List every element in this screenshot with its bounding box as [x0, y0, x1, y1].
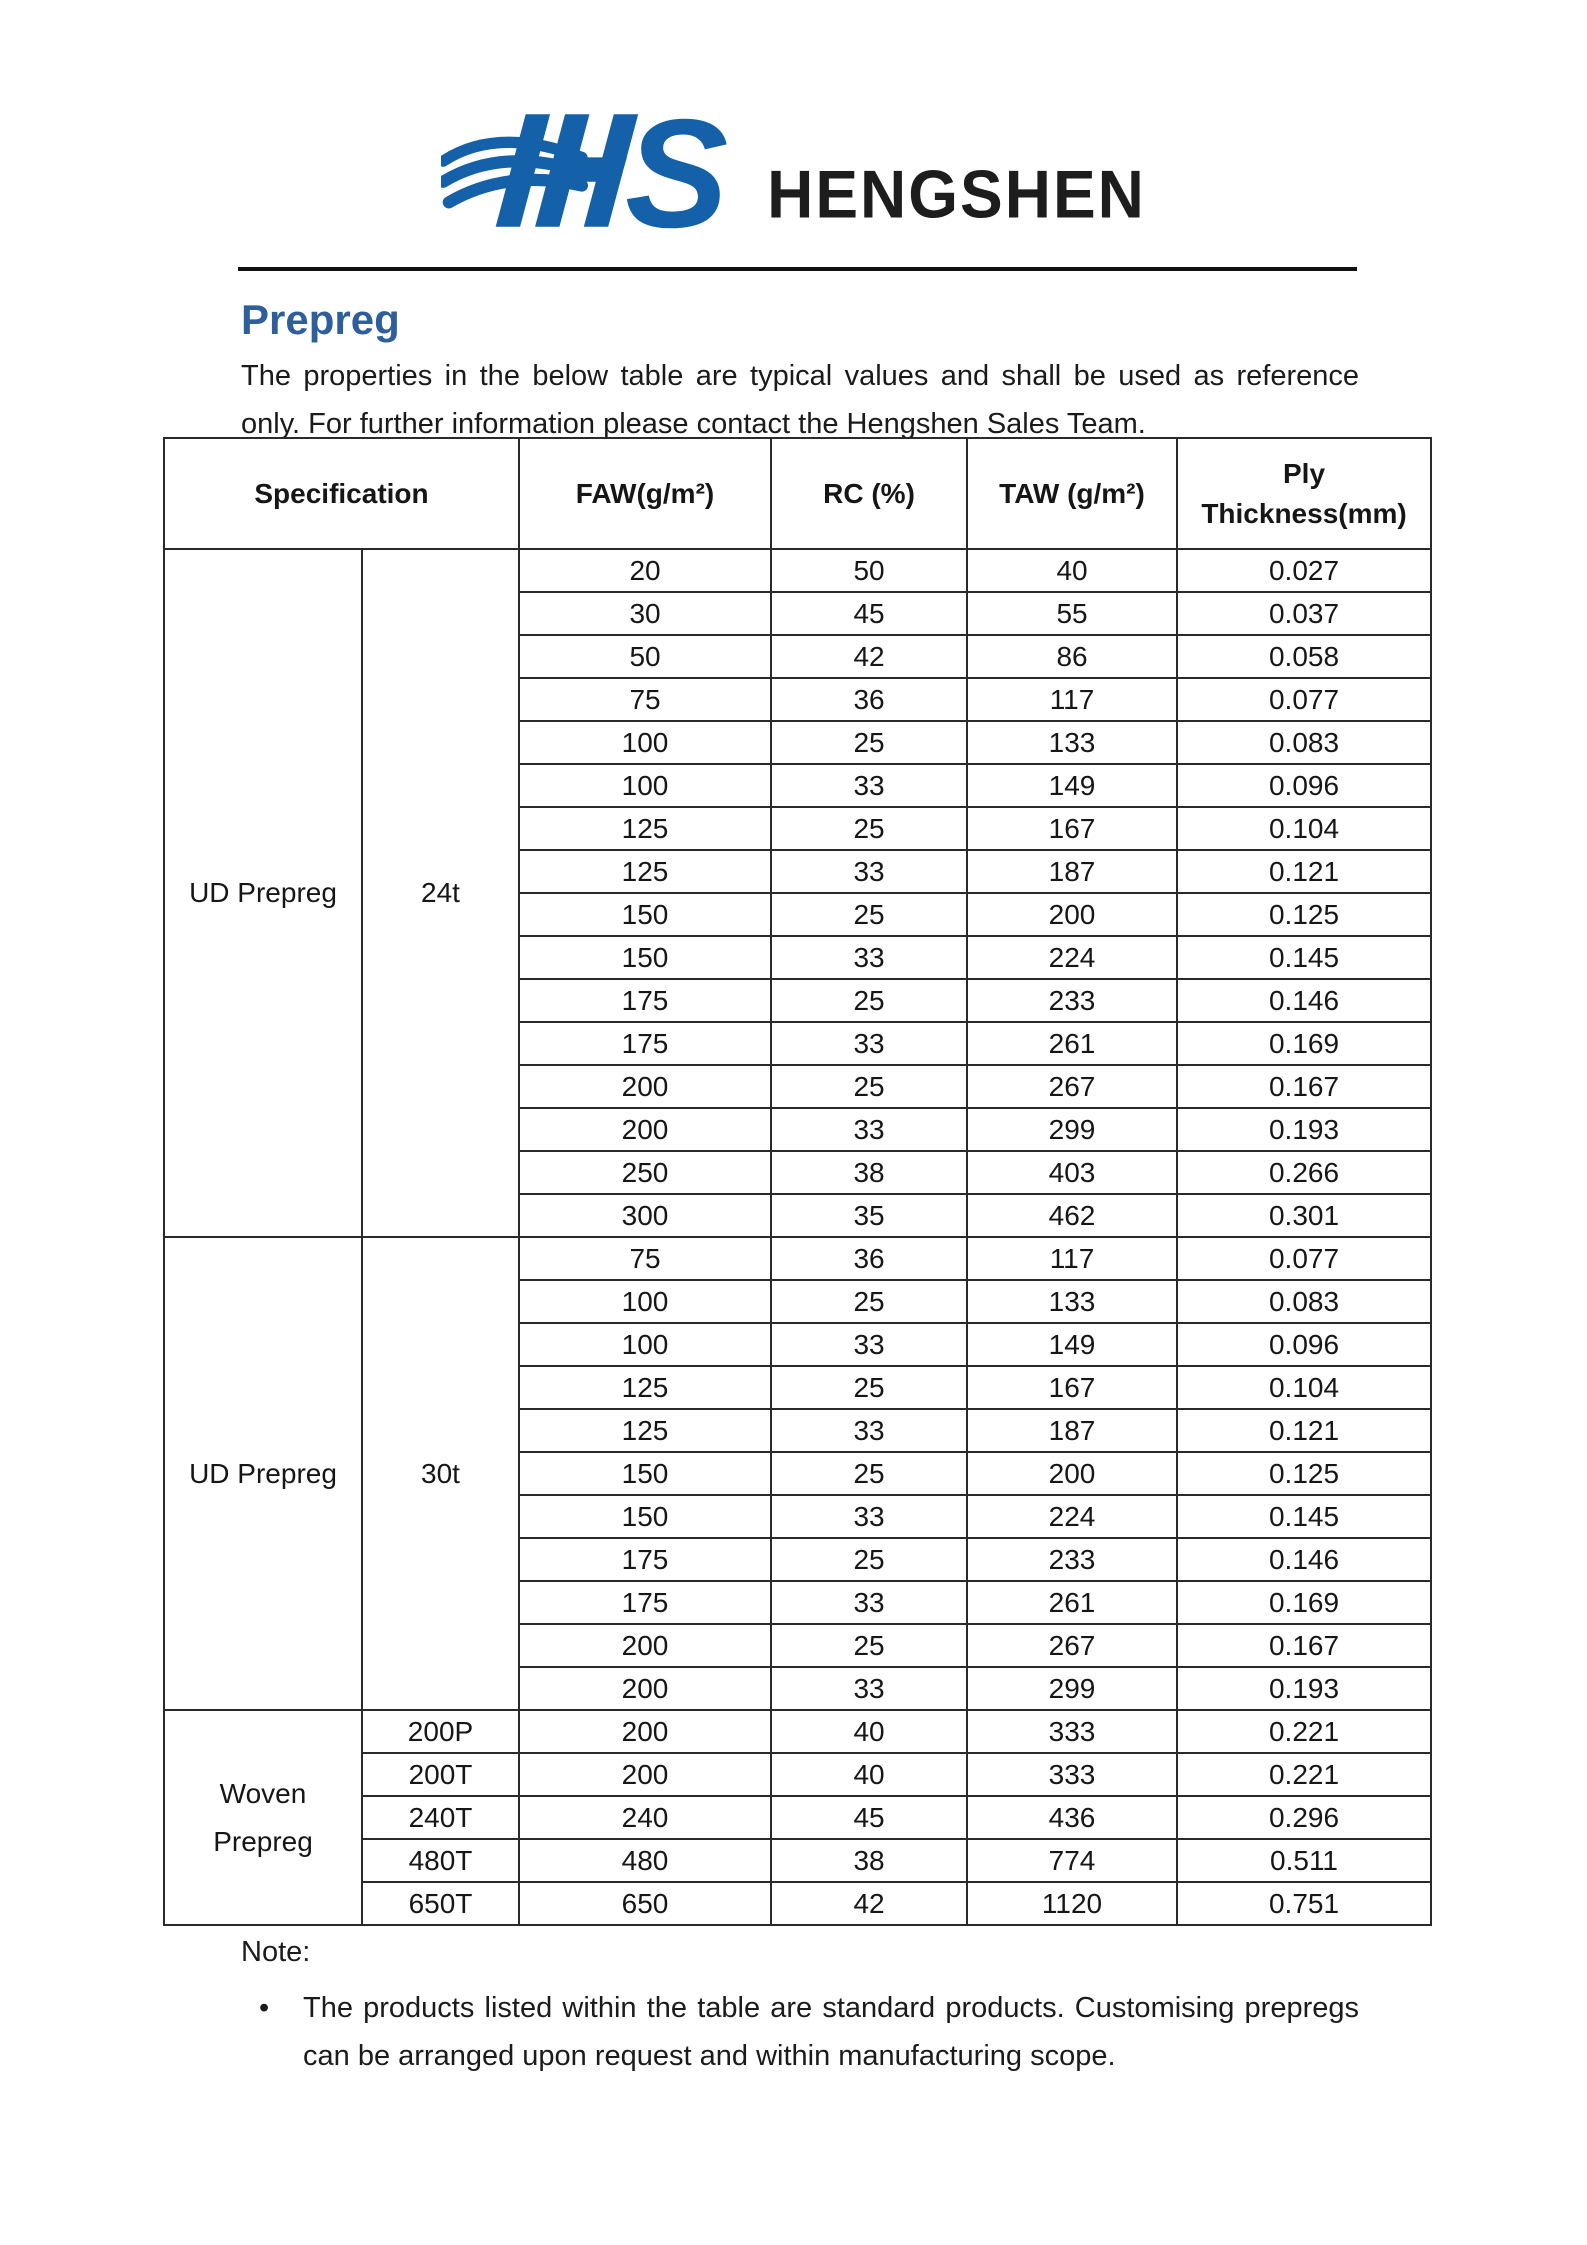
cell-taw: 299	[967, 1108, 1177, 1151]
spec-sub-cell: 650T	[362, 1882, 519, 1925]
header-taw: TAW (g/m²)	[967, 438, 1177, 549]
cell-ply: 0.296	[1177, 1796, 1431, 1839]
cell-taw: 261	[967, 1581, 1177, 1624]
hengshen-logo	[0, 88, 1587, 238]
cell-rc: 25	[771, 979, 967, 1022]
cell-taw: 86	[967, 635, 1177, 678]
cell-rc: 40	[771, 1753, 967, 1796]
cell-taw: 55	[967, 592, 1177, 635]
cell-ply: 0.096	[1177, 1323, 1431, 1366]
cell-taw: 233	[967, 1538, 1177, 1581]
cell-faw: 75	[519, 1237, 771, 1280]
cell-ply: 0.221	[1177, 1710, 1431, 1753]
cell-faw: 200	[519, 1065, 771, 1108]
header-specification: Specification	[164, 438, 519, 549]
cell-ply: 0.083	[1177, 721, 1431, 764]
cell-rc: 33	[771, 1108, 967, 1151]
cell-taw: 133	[967, 721, 1177, 764]
cell-rc: 25	[771, 1065, 967, 1108]
cell-taw: 200	[967, 1452, 1177, 1495]
cell-taw: 1120	[967, 1882, 1177, 1925]
cell-rc: 25	[771, 721, 967, 764]
cell-ply: 0.751	[1177, 1882, 1431, 1925]
cell-taw: 149	[967, 1323, 1177, 1366]
cell-rc: 25	[771, 893, 967, 936]
cell-faw: 125	[519, 807, 771, 850]
cell-faw: 200	[519, 1624, 771, 1667]
cell-faw: 200	[519, 1108, 771, 1151]
header-ply-thickness	[1177, 438, 1431, 549]
cell-rc: 38	[771, 1839, 967, 1882]
table-row	[164, 549, 1431, 592]
cell-ply: 0.167	[1177, 1065, 1431, 1108]
cell-rc: 33	[771, 850, 967, 893]
cell-rc: 36	[771, 1237, 967, 1280]
cell-ply: 0.169	[1177, 1022, 1431, 1065]
cell-ply: 0.077	[1177, 678, 1431, 721]
cell-faw: 50	[519, 635, 771, 678]
cell-faw: 30	[519, 592, 771, 635]
spec-sub-cell: 30t	[362, 1237, 519, 1710]
cell-ply: 0.146	[1177, 1538, 1431, 1581]
header-ply-line2: Thickness(mm)	[1201, 497, 1407, 529]
cell-faw: 175	[519, 979, 771, 1022]
logo-wordmark: HENGSHEN	[767, 155, 1146, 233]
cell-rc: 33	[771, 1409, 967, 1452]
cell-rc: 25	[771, 1366, 967, 1409]
cell-taw: 224	[967, 1495, 1177, 1538]
cell-taw: 187	[967, 850, 1177, 893]
spec-sub-cell: 480T	[362, 1839, 519, 1882]
cell-ply: 0.167	[1177, 1624, 1431, 1667]
cell-taw: 462	[967, 1194, 1177, 1237]
cell-ply: 0.125	[1177, 893, 1431, 936]
cell-faw: 480	[519, 1839, 771, 1882]
cell-rc: 33	[771, 1495, 967, 1538]
cell-ply: 0.169	[1177, 1581, 1431, 1624]
note-text: The products listed within the table are standard products. Customising prepregs can be arranged upon request and within manufacturing scope.	[303, 1992, 1359, 2072]
cell-taw: 233	[967, 979, 1177, 1022]
cell-faw: 175	[519, 1022, 771, 1065]
cell-ply: 0.027	[1177, 549, 1431, 592]
cell-rc: 50	[771, 549, 967, 592]
cell-faw: 100	[519, 1323, 771, 1366]
cell-rc: 36	[771, 678, 967, 721]
cell-rc: 33	[771, 1667, 967, 1710]
prepreg-properties-table	[163, 437, 1432, 1926]
cell-taw: 267	[967, 1065, 1177, 1108]
cell-faw: 125	[519, 1366, 771, 1409]
cell-taw: 167	[967, 807, 1177, 850]
cell-taw: 117	[967, 1237, 1177, 1280]
cell-rc: 25	[771, 1452, 967, 1495]
note-label: Note:	[241, 1936, 311, 1968]
cell-faw: 150	[519, 936, 771, 979]
cell-ply: 0.058	[1177, 635, 1431, 678]
cell-faw: 150	[519, 893, 771, 936]
cell-taw: 333	[967, 1753, 1177, 1796]
spec-cell: Woven Prepreg	[164, 1710, 362, 1925]
spec-sub-cell: 240T	[362, 1796, 519, 1839]
cell-taw: 187	[967, 1409, 1177, 1452]
cell-ply: 0.221	[1177, 1753, 1431, 1796]
cell-faw: 200	[519, 1710, 771, 1753]
cell-ply: 0.511	[1177, 1839, 1431, 1882]
cell-faw: 150	[519, 1495, 771, 1538]
cell-rc: 33	[771, 1581, 967, 1624]
cell-faw: 125	[519, 1409, 771, 1452]
cell-ply: 0.266	[1177, 1151, 1431, 1194]
cell-ply: 0.083	[1177, 1280, 1431, 1323]
cell-taw: 224	[967, 936, 1177, 979]
cell-ply: 0.145	[1177, 1495, 1431, 1538]
cell-taw: 333	[967, 1710, 1177, 1753]
spec-cell: UD Prepreg	[164, 549, 362, 1237]
cell-ply: 0.145	[1177, 936, 1431, 979]
prepreg-table-body	[164, 549, 1431, 1925]
cell-faw: 175	[519, 1538, 771, 1581]
cell-taw: 40	[967, 549, 1177, 592]
table-row	[164, 1710, 1431, 1753]
page-title: Prepreg	[241, 296, 400, 343]
cell-taw: 200	[967, 893, 1177, 936]
cell-rc: 45	[771, 592, 967, 635]
spec-sub-cell: 200T	[362, 1753, 519, 1796]
cell-taw: 267	[967, 1624, 1177, 1667]
cell-ply: 0.121	[1177, 850, 1431, 893]
header-faw: FAW(g/m²)	[519, 438, 771, 549]
cell-ply: 0.125	[1177, 1452, 1431, 1495]
bullet-icon: •	[259, 1992, 270, 2024]
spec-sub-cell: 200P	[362, 1710, 519, 1753]
cell-ply: 0.037	[1177, 592, 1431, 635]
spec-cell: UD Prepreg	[164, 1237, 362, 1710]
cell-rc: 33	[771, 936, 967, 979]
cell-taw: 436	[967, 1796, 1177, 1839]
cell-rc: 45	[771, 1796, 967, 1839]
cell-ply: 0.301	[1177, 1194, 1431, 1237]
table-header	[164, 438, 1431, 549]
cell-faw: 200	[519, 1753, 771, 1796]
cell-ply: 0.104	[1177, 1366, 1431, 1409]
cell-faw: 240	[519, 1796, 771, 1839]
cell-faw: 100	[519, 764, 771, 807]
cell-rc: 33	[771, 1323, 967, 1366]
cell-taw: 261	[967, 1022, 1177, 1065]
cell-taw: 299	[967, 1667, 1177, 1710]
intro-paragraph: The properties in the below table are typical values and shall be used as reference only. For further information please contact the Hengshen Sales Team.	[241, 360, 1359, 440]
cell-faw: 150	[519, 1452, 771, 1495]
cell-taw: 133	[967, 1280, 1177, 1323]
cell-ply: 0.121	[1177, 1409, 1431, 1452]
cell-rc: 42	[771, 1882, 967, 1925]
header-ply-line1: Ply	[1283, 457, 1326, 489]
cell-faw: 200	[519, 1667, 771, 1710]
header-rc: RC (%)	[771, 438, 967, 549]
cell-faw: 175	[519, 1581, 771, 1624]
cell-faw: 20	[519, 549, 771, 592]
cell-taw: 149	[967, 764, 1177, 807]
cell-ply: 0.193	[1177, 1108, 1431, 1151]
cell-ply: 0.146	[1177, 979, 1431, 1022]
cell-rc: 25	[771, 1280, 967, 1323]
header-divider	[238, 267, 1357, 271]
cell-faw: 100	[519, 721, 771, 764]
table-row	[164, 1237, 1431, 1280]
cell-faw: 100	[519, 1280, 771, 1323]
cell-faw: 650	[519, 1882, 771, 1925]
cell-rc: 25	[771, 807, 967, 850]
table-header-row	[164, 438, 1431, 549]
cell-rc: 40	[771, 1710, 967, 1753]
cell-rc: 33	[771, 1022, 967, 1065]
cell-taw: 167	[967, 1366, 1177, 1409]
cell-rc: 35	[771, 1194, 967, 1237]
cell-faw: 250	[519, 1151, 771, 1194]
cell-rc: 42	[771, 635, 967, 678]
cell-faw: 75	[519, 678, 771, 721]
cell-taw: 117	[967, 678, 1177, 721]
cell-ply: 0.104	[1177, 807, 1431, 850]
cell-ply: 0.077	[1177, 1237, 1431, 1280]
cell-faw: 300	[519, 1194, 771, 1237]
cell-taw: 774	[967, 1839, 1177, 1882]
cell-rc: 25	[771, 1624, 967, 1667]
hs-monogram-icon	[441, 88, 751, 238]
spec-sub-cell: 24t	[362, 549, 519, 1237]
cell-ply: 0.193	[1177, 1667, 1431, 1710]
cell-rc: 38	[771, 1151, 967, 1194]
cell-rc: 33	[771, 764, 967, 807]
cell-ply: 0.096	[1177, 764, 1431, 807]
cell-faw: 125	[519, 850, 771, 893]
cell-rc: 25	[771, 1538, 967, 1581]
svg-text:S: S	[625, 88, 729, 238]
cell-taw: 403	[967, 1151, 1177, 1194]
note-bullet-item	[241, 1984, 1359, 2080]
